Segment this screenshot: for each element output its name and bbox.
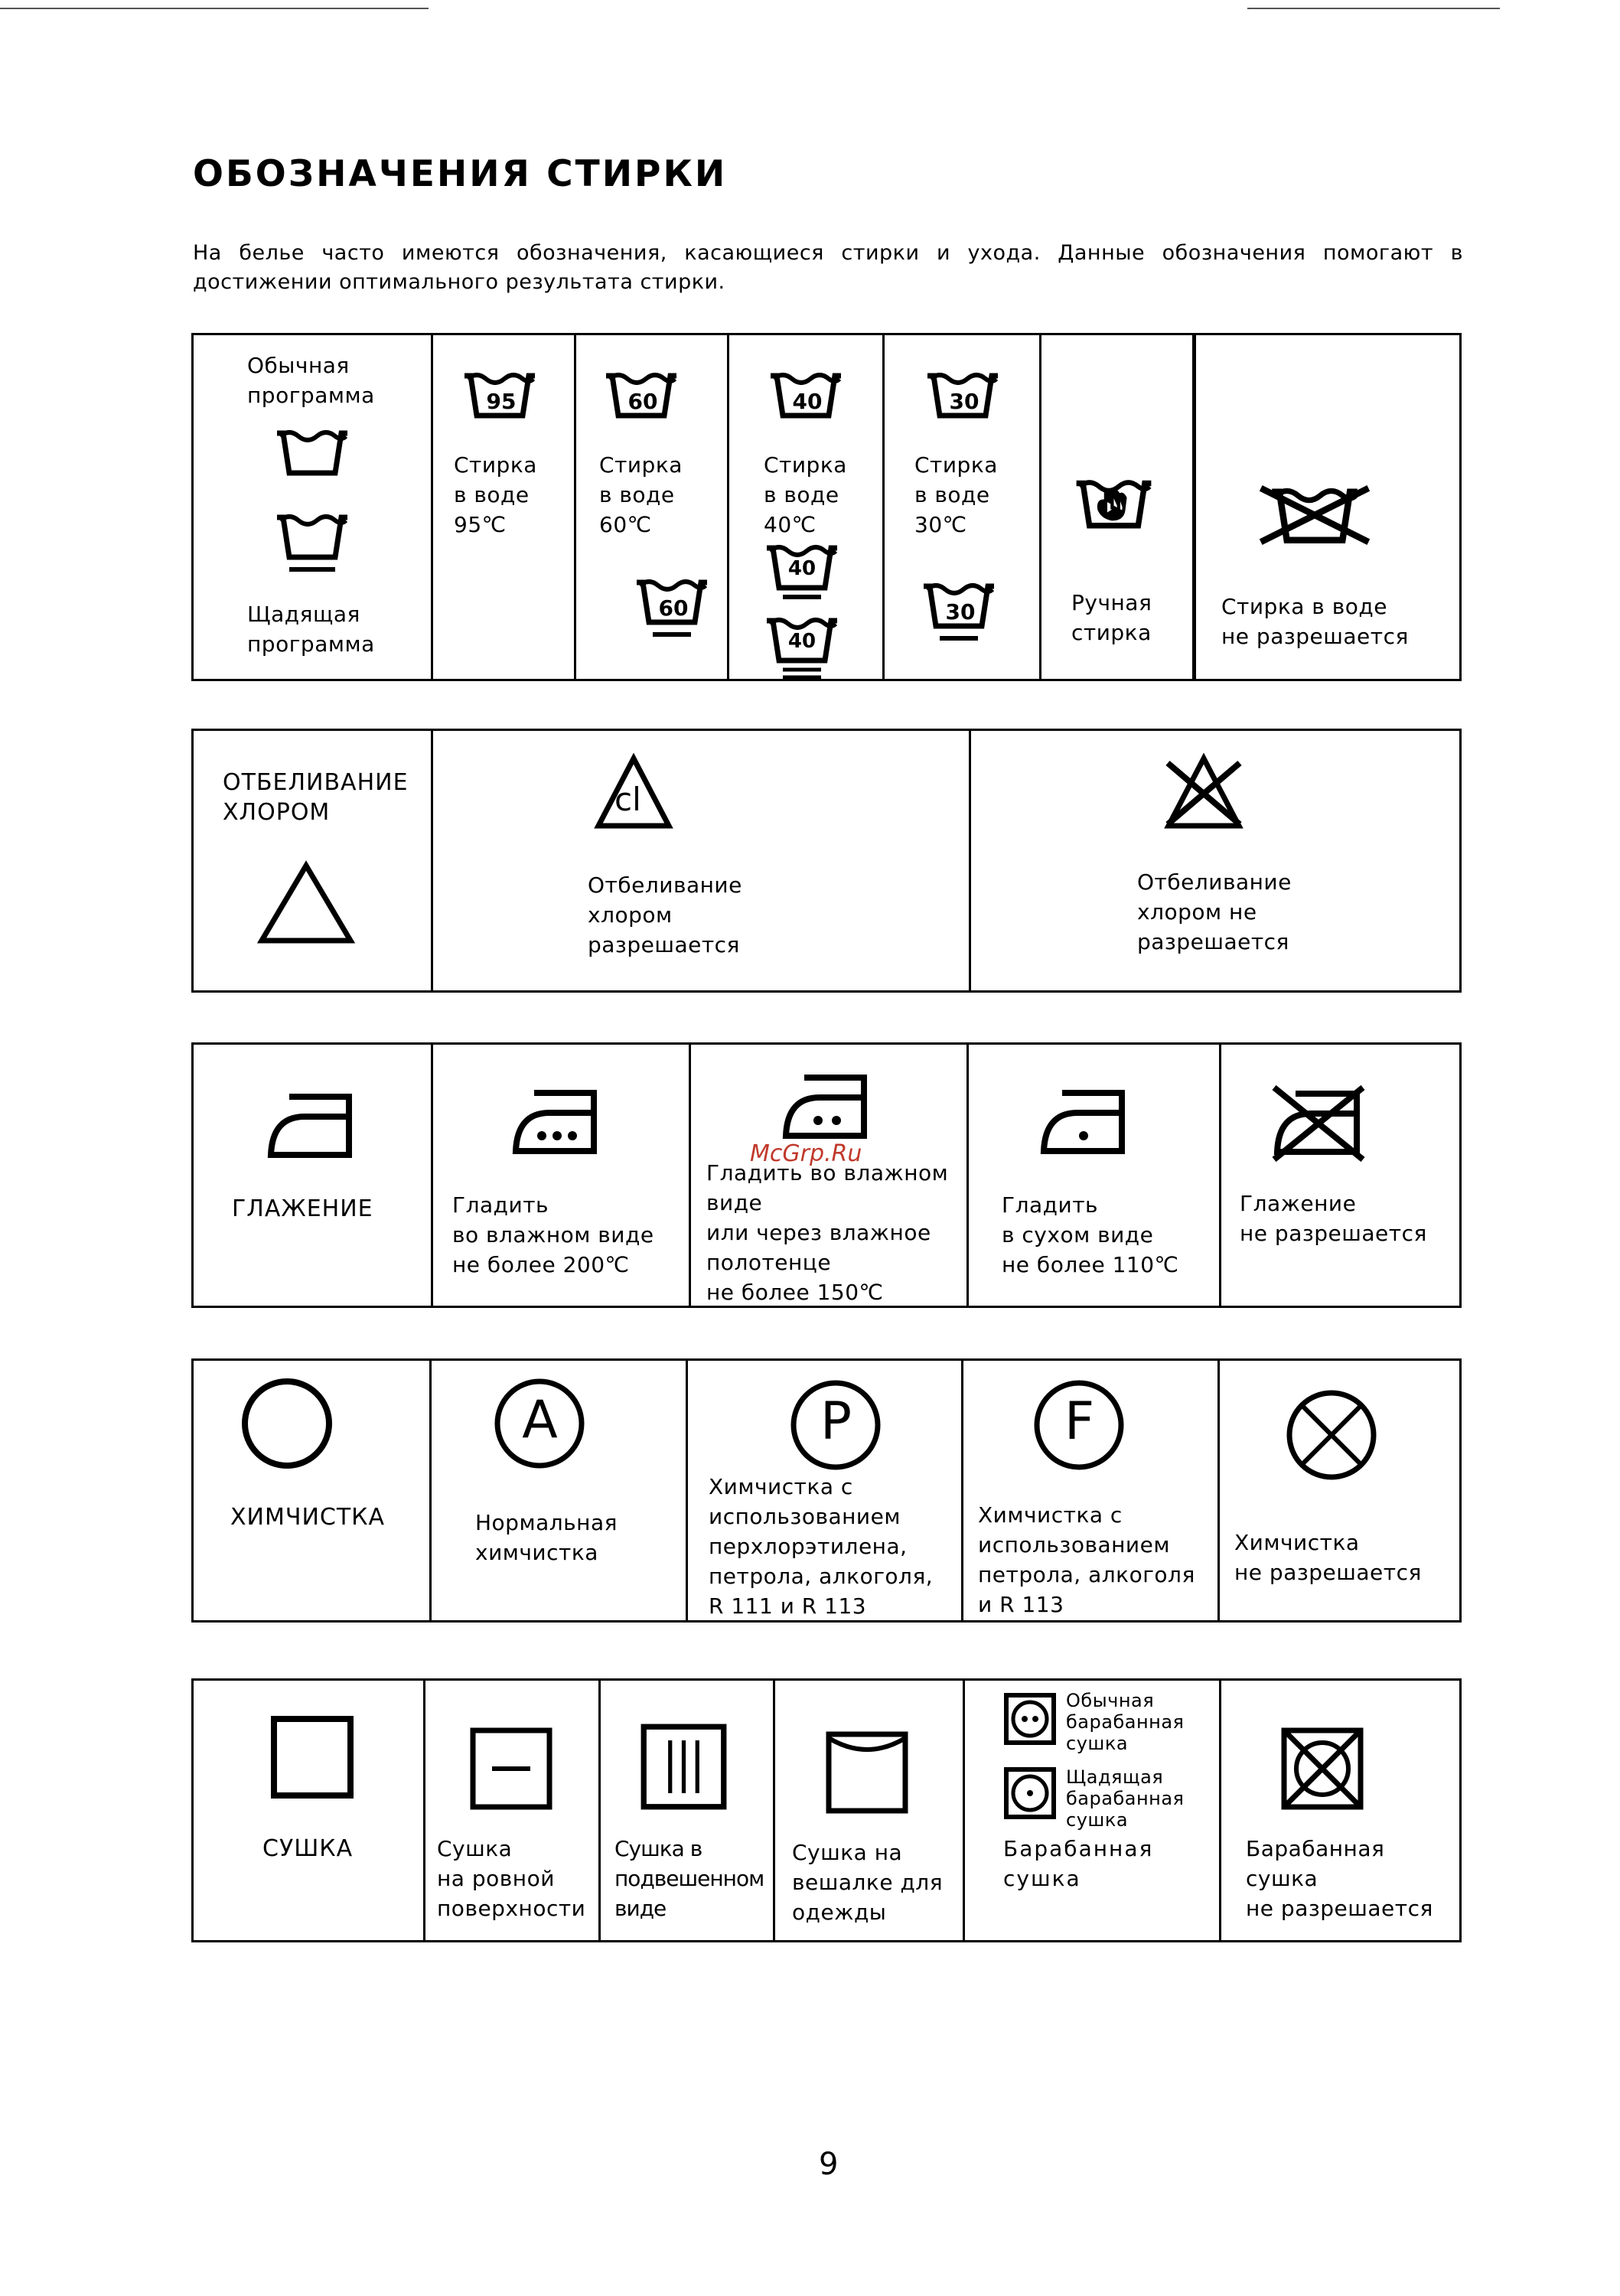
- temp-60-gentle-label: 60: [658, 595, 689, 621]
- gentle-program-label: Щадящая программа: [247, 602, 375, 657]
- drying-heading: СУШКА: [262, 1835, 354, 1862]
- iron-one-dot-icon: [1039, 1087, 1127, 1156]
- dryclean-normal-text: Нормальная химчистка: [475, 1510, 618, 1565]
- dryclean-heading: ХИМЧИСТКА: [230, 1504, 385, 1531]
- bleach-not-allowed-icon: [1162, 754, 1246, 830]
- dry-flat-text: Сушка на ровной поверхности: [437, 1836, 586, 1921]
- page-title: ОБОЗНАЧЕНИЯ СТИРКИ: [193, 153, 728, 195]
- no-iron-text: Глажение не разрешается: [1240, 1191, 1427, 1246]
- top-rule-left: [0, 8, 429, 9]
- bleach-triangle-icon: [259, 861, 354, 945]
- dryclean-f-letter: F: [1064, 1391, 1095, 1452]
- wash-60-text: Стирка в воде 60℃: [599, 452, 683, 537]
- temp-95-label: 95: [486, 389, 517, 414]
- ironing-heading: ГЛАЖЕНИЕ: [232, 1195, 373, 1222]
- dry-hanging-text: Сушка в подвешенном виде: [614, 1836, 764, 1921]
- tumble-gentle-icon: [1003, 1766, 1057, 1820]
- drying-table: [191, 1678, 1462, 1942]
- tumble-normal-icon: [1003, 1692, 1057, 1746]
- dryclean-p-text: Химчистка с использованием перхлорэтилена, петрола, алкоголя, R 111 и R 113: [709, 1474, 934, 1619]
- iron-110-text: Гладить в сухом виде не более 110℃: [1002, 1192, 1179, 1277]
- intro-paragraph: На белье часто имеются обозначения, касающиеся стирки и ухода. Данные обозначения помогают в достижении оптимального результата стирки.: [193, 241, 1463, 294]
- drycleaning-table: [191, 1358, 1462, 1623]
- hand-wash-icon: [1070, 477, 1158, 542]
- bleach-cl-label: cl: [614, 781, 641, 818]
- bleach-heading: ОТБЕЛИВАНИЕ ХЛОРОМ: [223, 769, 409, 826]
- drying-square-icon: [270, 1715, 354, 1799]
- tumble-gentle-text: Щадящая барабанная сушка: [1066, 1766, 1185, 1831]
- dry-line-hanger-icon: [825, 1730, 909, 1815]
- iron-200-text: Гладить во влажном виде не более 200℃: [452, 1192, 654, 1277]
- normal-program-label: Обычная программа: [247, 353, 375, 408]
- washing-table: [191, 333, 1462, 681]
- temp-30-gentle-label: 30: [945, 599, 976, 625]
- bleach-not-allowed-text: Отбеливание хлором не разрешается: [1137, 869, 1292, 954]
- dry-hanger-text: Сушка на вешалке для одежды: [792, 1840, 944, 1925]
- tumble-text: Барабанная сушка: [1003, 1836, 1154, 1891]
- temp-30-label: 30: [949, 389, 979, 414]
- iron-three-dots-icon: [511, 1087, 599, 1156]
- dryclean-a-letter: A: [522, 1390, 558, 1450]
- wash-95-text: Стирка в воде 95℃: [454, 452, 537, 537]
- ironing-table: [191, 1042, 1462, 1308]
- no-iron-icon: [1265, 1083, 1368, 1163]
- no-dryclean-text: Химчистка не разрешается: [1234, 1530, 1422, 1585]
- top-rule-right: [1247, 8, 1500, 9]
- iron-icon: [266, 1091, 354, 1159]
- wash-30-text: Стирка в воде 30℃: [914, 452, 998, 537]
- dryclean-circle-icon: [240, 1376, 335, 1472]
- bleach-allowed-text: Отбеливание хлором разрешается: [588, 872, 742, 957]
- no-tumble-icon: [1280, 1727, 1364, 1811]
- bleach-table: [191, 729, 1462, 993]
- wash-40-text: Стирка в воде 40℃: [764, 452, 847, 537]
- iron-150-text: Гладить во влажном виде или через влажное полотенце не более 150℃: [706, 1160, 949, 1305]
- no-wash-icon: [1257, 484, 1372, 546]
- dry-flat-icon: [469, 1727, 553, 1811]
- dry-hanging-icon: [640, 1723, 728, 1811]
- no-wash-text: Стирка в воде не разрешается: [1221, 594, 1409, 649]
- iron-two-dots-icon: [781, 1071, 869, 1140]
- temp-40-label: 40: [792, 389, 823, 414]
- watermark: McGrp.Ru: [750, 1140, 862, 1167]
- washtub-normal-icon: [274, 427, 350, 478]
- tumble-normal-text: Обычная барабанная сушка: [1066, 1690, 1185, 1754]
- washtub-gentle-icon: [274, 511, 350, 572]
- temp-40-gentle-label: 40: [787, 557, 817, 580]
- page-number: 9: [819, 2147, 839, 2182]
- dryclean-f-text: Химчистка с использованием петрола, алкоголя и R 113: [978, 1502, 1195, 1617]
- dryclean-p-letter: P: [820, 1391, 852, 1452]
- no-tumble-text: Барабанная сушка не разрешается: [1246, 1836, 1433, 1921]
- temp-60-label: 60: [627, 389, 658, 414]
- hand-wash-text: Ручная стирка: [1071, 590, 1152, 645]
- no-dryclean-icon: [1284, 1388, 1380, 1483]
- temp-40-very-gentle-label: 40: [787, 630, 817, 653]
